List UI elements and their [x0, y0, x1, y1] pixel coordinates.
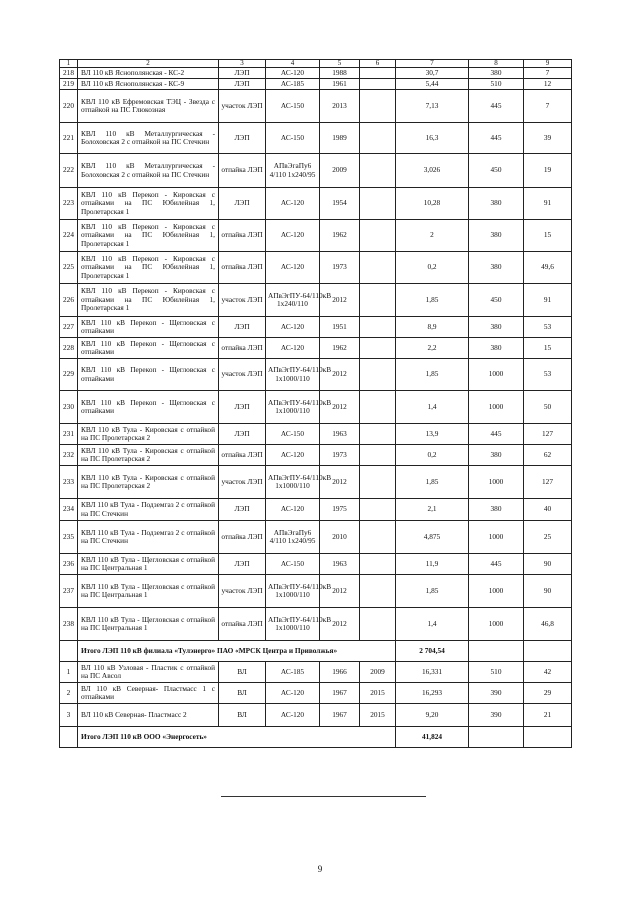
- cell-name: КВЛ 110 кВ Перекоп - Щегловская с отпайками: [78, 338, 219, 359]
- cell-name: КВЛ 110 кВ Тула - Щегловская с отпайкой на ПС Центральная 1: [78, 554, 219, 575]
- cell-cur: 380: [469, 220, 524, 252]
- cell-type: ЛЭП: [219, 424, 266, 445]
- cell-y1: 2012: [320, 284, 360, 317]
- cell-wire: АС-120: [266, 252, 320, 284]
- cell-load: 39: [524, 123, 572, 154]
- cell-cur: 380: [469, 68, 524, 79]
- cell-name: КВЛ 110 кВ Тула - Щегловская с отпайкой на ПС Центральная 1: [78, 575, 219, 608]
- cell-cur: 450: [469, 154, 524, 188]
- cell-y1: 1988: [320, 68, 360, 79]
- cell-y2: [360, 188, 396, 220]
- cell-n: 1: [60, 662, 78, 683]
- cell-wire: АПвЭгПУ-64/110кВ 1х1000/110: [266, 575, 320, 608]
- table-row: [60, 252, 572, 284]
- cell-y2: [360, 252, 396, 284]
- table-row: [60, 220, 572, 252]
- cell-len: 16,293: [396, 683, 469, 704]
- cell-name: КВЛ 110 кВ Перекоп - Щегловская с отпайками: [78, 391, 219, 424]
- cell-cur: 380: [469, 188, 524, 220]
- cell-y2: [360, 424, 396, 445]
- cell-cur: 380: [469, 252, 524, 284]
- cell-len: 8,9: [396, 317, 469, 338]
- cell-y1: 1962: [320, 338, 360, 359]
- table-row: [60, 338, 572, 359]
- cell-load: 50: [524, 391, 572, 424]
- cell-n: 222: [60, 154, 78, 188]
- cell-len: 3,026: [396, 154, 469, 188]
- cell-y1: 2009: [320, 154, 360, 188]
- cell-load: 7: [524, 90, 572, 123]
- cell-name: ВЛ 110 кВ Северная- Пластмасс 1 с отпайками: [78, 683, 219, 704]
- cell-load: 40: [524, 499, 572, 521]
- cell-n: 234: [60, 499, 78, 521]
- cell-n: 223: [60, 188, 78, 220]
- cell-cur: 510: [469, 79, 524, 90]
- cell-y1: 2010: [320, 521, 360, 554]
- cell-len: 13,9: [396, 424, 469, 445]
- cell-wire: АС-185: [266, 79, 320, 90]
- cell-n: 224: [60, 220, 78, 252]
- cell-y2: [360, 575, 396, 608]
- footer-divider: [221, 796, 426, 797]
- table-row: [60, 521, 572, 554]
- cell-load: 42: [524, 662, 572, 683]
- cell-len: 10,28: [396, 188, 469, 220]
- cell-len: 5,44: [396, 79, 469, 90]
- cell-y2: [360, 359, 396, 391]
- cell-type: ЛЭП: [219, 391, 266, 424]
- table-row: [60, 424, 572, 445]
- cell-wire: АС-120: [266, 188, 320, 220]
- cell-y1: 1973: [320, 445, 360, 466]
- cell-len: 7,13: [396, 90, 469, 123]
- cell-type: ВЛ: [219, 704, 266, 727]
- cell-cur: 380: [469, 317, 524, 338]
- cell-y1: 1962: [320, 220, 360, 252]
- cell-len: 11,9: [396, 554, 469, 575]
- cell-y1: 2012: [320, 466, 360, 499]
- cell-wire: АС-150: [266, 424, 320, 445]
- cell-name: ВЛ 110 кВ Яснополянская - КС-2: [78, 68, 219, 79]
- page-number: 9: [317, 864, 323, 874]
- section-total-row: [60, 727, 572, 748]
- cell-name: КВЛ 110 кВ Перекоп - Кировская с отпайками на ПС Юбилейная 1, Пролетарская 1: [78, 220, 219, 252]
- cell-y2: [360, 317, 396, 338]
- cell-load: 29: [524, 683, 572, 704]
- cell-name: ВЛ 110 кВ Узловая - Пластик с отпайкой на ПС Авсол: [78, 662, 219, 683]
- cell-y2: [360, 499, 396, 521]
- cell-type: участок ЛЭП: [219, 466, 266, 499]
- cell-len: 1,4: [396, 608, 469, 641]
- cell-type: участок ЛЭП: [219, 359, 266, 391]
- cell-type: ВЛ: [219, 662, 266, 683]
- cell-load: 21: [524, 704, 572, 727]
- cell-cur: 1000: [469, 521, 524, 554]
- cell-len: 1,85: [396, 359, 469, 391]
- cell-name: КВЛ 110 кВ Тула - Подземгаз 2 с отпайкой на ПС Стечкин: [78, 521, 219, 554]
- cell-load: 90: [524, 575, 572, 608]
- cell-type: ЛЭП: [219, 188, 266, 220]
- cell-len: 2,2: [396, 338, 469, 359]
- cell-cur: 1000: [469, 391, 524, 424]
- cell-load: 25: [524, 521, 572, 554]
- cell-len: 2: [396, 220, 469, 252]
- cell-y2: [360, 284, 396, 317]
- cell-wire: АПвЭгаПу6 4/110 1х240/95: [266, 154, 320, 188]
- table-row: [60, 284, 572, 317]
- cell-type: ЛЭП: [219, 68, 266, 79]
- cell-y2: 2009: [360, 662, 396, 683]
- cell-n: 237: [60, 575, 78, 608]
- cell-n: 228: [60, 338, 78, 359]
- cell-wire: АС-120: [266, 445, 320, 466]
- cell-name: КВЛ 110 кВ Перекоп - Щегловская с отпайками: [78, 317, 219, 338]
- cell-n: 236: [60, 554, 78, 575]
- cell-name: КВЛ 110 кВ Металлургическая - Болоховская 2 с отпайкой на ПС Стечкин: [78, 154, 219, 188]
- cell-y2: 2015: [360, 683, 396, 704]
- cell-load: 7: [524, 68, 572, 79]
- column-number-header: 3: [219, 60, 266, 68]
- cell-load: 15: [524, 220, 572, 252]
- cell-y1: 1966: [320, 662, 360, 683]
- column-number-header: 5: [320, 60, 360, 68]
- cell-wire: АС-185: [266, 662, 320, 683]
- cell-y1: 1951: [320, 317, 360, 338]
- cell-type: ВЛ: [219, 683, 266, 704]
- cell-cur: 1000: [469, 359, 524, 391]
- cell-n: 227: [60, 317, 78, 338]
- column-number-header: 7: [396, 60, 469, 68]
- cell-y2: [360, 79, 396, 90]
- cell-cur: 380: [469, 499, 524, 521]
- cell-load: 127: [524, 424, 572, 445]
- cell-name: КВЛ 110 кВ Перекоп - Щегловская с отпайками: [78, 359, 219, 391]
- cell-name: КВЛ 110 кВ Перекоп - Кировская с отпайками на ПС Юбилейная 1, Пролетарская 1: [78, 252, 219, 284]
- cell-cur: 390: [469, 683, 524, 704]
- cell-name: КВЛ 110 кВ Ефремовская ТЭЦ - Звезда с отпайкой на ПС Глюкозная: [78, 90, 219, 123]
- cell-wire: АС-150: [266, 90, 320, 123]
- cell-type: отпайка ЛЭП: [219, 252, 266, 284]
- cell-load: 62: [524, 445, 572, 466]
- cell-wire: АПвЭгПУ-64/110кВ 1х1000/110: [266, 391, 320, 424]
- cell-y1: 1954: [320, 188, 360, 220]
- cell-type: участок ЛЭП: [219, 575, 266, 608]
- cell-y1: 1967: [320, 704, 360, 727]
- cell-wire: АС-120: [266, 338, 320, 359]
- cell-wire: АС-120: [266, 68, 320, 79]
- table-row: [60, 123, 572, 154]
- cell-len: 0,2: [396, 252, 469, 284]
- cell-n: 221: [60, 123, 78, 154]
- cell-len: 16,3: [396, 123, 469, 154]
- cell-y2: [360, 608, 396, 641]
- cell-name: КВЛ 110 кВ Тула - Кировская с отпайкой на ПС Пролетарская 2: [78, 445, 219, 466]
- cell-name: ВЛ 110 кВ Яснополянская - КС-9: [78, 79, 219, 90]
- table-row: [60, 608, 572, 641]
- cell-y1: 1963: [320, 554, 360, 575]
- cell-len: 1,85: [396, 575, 469, 608]
- cell-n: 232: [60, 445, 78, 466]
- cell-y1: 2013: [320, 90, 360, 123]
- cell-y1: 1961: [320, 79, 360, 90]
- cell-y2: [360, 220, 396, 252]
- cell-n: 218: [60, 68, 78, 79]
- cell-wire: АС-120: [266, 220, 320, 252]
- cell-load: 46,8: [524, 608, 572, 641]
- cell-y1: 1975: [320, 499, 360, 521]
- cell-cur: 445: [469, 123, 524, 154]
- cell-wire: АПвЭгПУ-64/110кВ 1х1000/110: [266, 466, 320, 499]
- cell-n: 2: [60, 683, 78, 704]
- total-value: 41,824: [396, 727, 469, 748]
- cell-n: 220: [60, 90, 78, 123]
- table-row: [60, 499, 572, 521]
- cell-cur: 445: [469, 424, 524, 445]
- cell-y1: 2012: [320, 575, 360, 608]
- cell-type: ЛЭП: [219, 317, 266, 338]
- cell-load: 53: [524, 317, 572, 338]
- column-number-header: 6: [360, 60, 396, 68]
- cell-y1: 1963: [320, 424, 360, 445]
- cell-load: 19: [524, 154, 572, 188]
- table-row: [60, 554, 572, 575]
- cell-load: 15: [524, 338, 572, 359]
- cell-name: КВЛ 110 кВ Тула - Кировская с отпайкой на ПС Пролетарская 2: [78, 424, 219, 445]
- cell-len: 30,7: [396, 68, 469, 79]
- cell-n: 235: [60, 521, 78, 554]
- table-row: [60, 391, 572, 424]
- total-spacer: [60, 727, 78, 748]
- cell-len: 4,875: [396, 521, 469, 554]
- cell-n: 231: [60, 424, 78, 445]
- cell-type: отпайка ЛЭП: [219, 220, 266, 252]
- total-empty: [469, 641, 524, 662]
- cell-type: отпайка ЛЭП: [219, 445, 266, 466]
- column-number-header: 8: [469, 60, 524, 68]
- table-header-row: [60, 60, 572, 68]
- cell-n: 230: [60, 391, 78, 424]
- cell-len: 1,85: [396, 284, 469, 317]
- cell-cur: 1000: [469, 608, 524, 641]
- table-row: [60, 68, 572, 79]
- table-row: [60, 683, 572, 704]
- table-row: [60, 188, 572, 220]
- cell-cur: 445: [469, 554, 524, 575]
- cell-n: 233: [60, 466, 78, 499]
- cell-type: участок ЛЭП: [219, 90, 266, 123]
- cell-wire: АС-120: [266, 499, 320, 521]
- cell-n: 226: [60, 284, 78, 317]
- cell-len: 2,1: [396, 499, 469, 521]
- cell-len: 1,4: [396, 391, 469, 424]
- cell-load: 49,6: [524, 252, 572, 284]
- cell-type: участок ЛЭП: [219, 284, 266, 317]
- column-number-header: 2: [78, 60, 219, 68]
- cell-n: 229: [60, 359, 78, 391]
- cell-y1: 2012: [320, 359, 360, 391]
- cell-cur: 445: [469, 90, 524, 123]
- table-row: [60, 317, 572, 338]
- cell-type: отпайка ЛЭП: [219, 521, 266, 554]
- cell-y2: [360, 68, 396, 79]
- table-row: [60, 575, 572, 608]
- cell-y2: [360, 554, 396, 575]
- cell-name: КВЛ 110 кВ Тула - Кировская с отпайкой на ПС Пролетарская 2: [78, 466, 219, 499]
- cell-type: отпайка ЛЭП: [219, 608, 266, 641]
- cell-load: 91: [524, 284, 572, 317]
- cell-n: 219: [60, 79, 78, 90]
- cell-y1: 2012: [320, 391, 360, 424]
- cell-cur: 380: [469, 338, 524, 359]
- cell-y1: 1973: [320, 252, 360, 284]
- cell-type: ЛЭП: [219, 499, 266, 521]
- cell-name: КВЛ 110 кВ Тула - Подземгаз 2 с отпайкой на ПС Стечкин: [78, 499, 219, 521]
- table-row: [60, 359, 572, 391]
- cell-y2: [360, 90, 396, 123]
- table-row: [60, 704, 572, 727]
- cell-wire: АПвЭгПУ-64/110кВ 1х1000/110: [266, 359, 320, 391]
- cell-y2: [360, 123, 396, 154]
- cell-len: 9,20: [396, 704, 469, 727]
- cell-load: 127: [524, 466, 572, 499]
- cell-load: 12: [524, 79, 572, 90]
- cell-y2: [360, 521, 396, 554]
- cell-y1: 2012: [320, 608, 360, 641]
- cell-y1: 1989: [320, 123, 360, 154]
- cell-cur: 450: [469, 284, 524, 317]
- cell-y2: [360, 338, 396, 359]
- table-row: [60, 79, 572, 90]
- cell-len: 1,85: [396, 466, 469, 499]
- cell-n: 3: [60, 704, 78, 727]
- cell-name: ВЛ 110 кВ Северная- Пластмасс 2: [78, 704, 219, 727]
- total-empty: [524, 727, 572, 748]
- cell-name: КВЛ 110 кВ Перекоп - Кировская с отпайками на ПС Юбилейная 1, Пролетарская 1: [78, 188, 219, 220]
- cell-name: КВЛ 110 кВ Перекоп - Кировская с отпайками на ПС Юбилейная 1, Пролетарская 1: [78, 284, 219, 317]
- cell-cur: 390: [469, 704, 524, 727]
- cell-wire: АПвЭгПУ-64/110кВ 1х1000/110: [266, 608, 320, 641]
- cell-y1: 1967: [320, 683, 360, 704]
- cell-cur: 1000: [469, 575, 524, 608]
- section-total-row: [60, 641, 572, 662]
- cell-wire: АС-120: [266, 704, 320, 727]
- cell-wire: АС-120: [266, 683, 320, 704]
- cell-load: 91: [524, 188, 572, 220]
- cell-n: 238: [60, 608, 78, 641]
- total-empty: [524, 641, 572, 662]
- total-spacer: [60, 641, 78, 662]
- cell-y2: [360, 391, 396, 424]
- cell-load: 90: [524, 554, 572, 575]
- document-sheet: [59, 59, 571, 748]
- cell-wire: АС-150: [266, 123, 320, 154]
- power-lines-table: [59, 59, 572, 748]
- cell-type: ЛЭП: [219, 554, 266, 575]
- table-row: [60, 90, 572, 123]
- cell-y2: [360, 466, 396, 499]
- cell-name: КВЛ 110 кВ Металлургическая - Болоховская 2 с отпайкой на ПС Стечкин: [78, 123, 219, 154]
- cell-wire: АПвЭгПУ-64/110кВ 1х240/110: [266, 284, 320, 317]
- table-row: [60, 154, 572, 188]
- cell-n: 225: [60, 252, 78, 284]
- column-number-header: 4: [266, 60, 320, 68]
- cell-type: ЛЭП: [219, 123, 266, 154]
- cell-load: 53: [524, 359, 572, 391]
- column-number-header: 9: [524, 60, 572, 68]
- total-label: Итого ЛЭП 110 кВ филиала «Тулэнерго» ПАО «МРСК Центра и Приволжья»: [78, 641, 396, 662]
- table-body: [60, 60, 572, 748]
- table-row: [60, 445, 572, 466]
- cell-y2: [360, 154, 396, 188]
- cell-wire: АС-150: [266, 554, 320, 575]
- total-empty: [469, 727, 524, 748]
- column-number-header: 1: [60, 60, 78, 68]
- cell-wire: АПвЭгаПу6 4/110 1х240/95: [266, 521, 320, 554]
- cell-cur: 1000: [469, 466, 524, 499]
- cell-y2: [360, 445, 396, 466]
- cell-len: 16,331: [396, 662, 469, 683]
- table-row: [60, 662, 572, 683]
- cell-name: КВЛ 110 кВ Тула - Щегловская с отпайкой на ПС Центральная 1: [78, 608, 219, 641]
- total-label: Итого ЛЭП 110 кВ ООО «Энергосеть»: [78, 727, 396, 748]
- cell-cur: 380: [469, 445, 524, 466]
- cell-len: 0,2: [396, 445, 469, 466]
- total-value: 2 704,54: [396, 641, 469, 662]
- cell-wire: АС-120: [266, 317, 320, 338]
- cell-type: отпайка ЛЭП: [219, 338, 266, 359]
- cell-type: отпайка ЛЭП: [219, 154, 266, 188]
- cell-y2: 2015: [360, 704, 396, 727]
- cell-type: ЛЭП: [219, 79, 266, 90]
- cell-cur: 510: [469, 662, 524, 683]
- table-row: [60, 466, 572, 499]
